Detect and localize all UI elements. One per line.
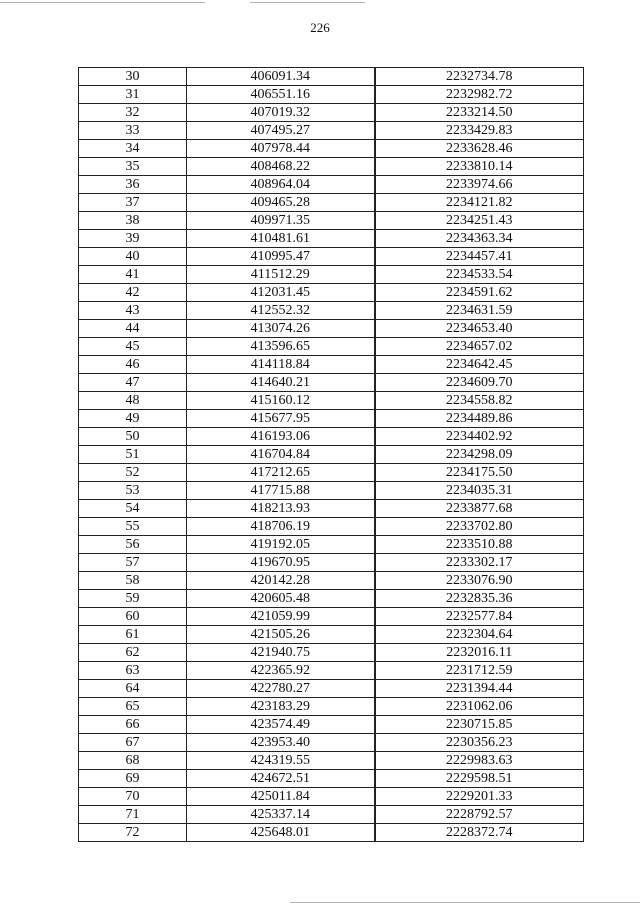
- point-number-cell: 52: [79, 464, 187, 482]
- table-row: [79, 410, 584, 428]
- y-coordinate-cell: 2232577.84: [375, 608, 584, 626]
- x-coordinate-cell: 413074.26: [187, 320, 375, 338]
- table-row: [79, 608, 584, 626]
- x-coordinate-cell: 423183.29: [187, 698, 375, 716]
- point-number-cell: 43: [79, 302, 187, 320]
- y-coordinate-cell: 2234533.54: [375, 266, 584, 284]
- page-number: 226: [310, 20, 330, 35]
- table-row: [79, 248, 584, 266]
- table-row: [79, 788, 584, 806]
- table-row: [79, 572, 584, 590]
- table-row: [79, 536, 584, 554]
- x-coordinate-cell: 425337.14: [187, 806, 375, 824]
- coordinates-table: [78, 67, 584, 842]
- y-coordinate-cell: 2231062.06: [375, 698, 584, 716]
- table-row: [79, 284, 584, 302]
- x-coordinate-cell: 412552.32: [187, 302, 375, 320]
- table-row: [79, 554, 584, 572]
- table-row: [79, 806, 584, 824]
- x-coordinate-cell: 415677.95: [187, 410, 375, 428]
- table-row: [79, 194, 584, 212]
- x-coordinate-cell: 408964.04: [187, 176, 375, 194]
- x-coordinate-cell: 424319.55: [187, 752, 375, 770]
- x-coordinate-cell: 406091.34: [187, 68, 375, 86]
- point-number-cell: 34: [79, 140, 187, 158]
- point-number-cell: 53: [79, 482, 187, 500]
- table-row: [79, 392, 584, 410]
- table-row: [79, 464, 584, 482]
- x-coordinate-cell: 414640.21: [187, 374, 375, 392]
- point-number-cell: 65: [79, 698, 187, 716]
- y-coordinate-cell: 2231712.59: [375, 662, 584, 680]
- scan-edge-top-right: [250, 2, 365, 3]
- x-coordinate-cell: 409465.28: [187, 194, 375, 212]
- table-row: [79, 734, 584, 752]
- x-coordinate-cell: 416193.06: [187, 428, 375, 446]
- x-coordinate-cell: 421059.99: [187, 608, 375, 626]
- table-row: [79, 662, 584, 680]
- table-row: [79, 158, 584, 176]
- y-coordinate-cell: 2233702.80: [375, 518, 584, 536]
- point-number-cell: 47: [79, 374, 187, 392]
- x-coordinate-cell: 407495.27: [187, 122, 375, 140]
- y-coordinate-cell: 2231394.44: [375, 680, 584, 698]
- x-coordinate-cell: 411512.29: [187, 266, 375, 284]
- point-number-cell: 70: [79, 788, 187, 806]
- y-coordinate-cell: 2234631.59: [375, 302, 584, 320]
- x-coordinate-cell: 422780.27: [187, 680, 375, 698]
- table-row: [79, 752, 584, 770]
- x-coordinate-cell: 419670.95: [187, 554, 375, 572]
- y-coordinate-cell: 2232304.64: [375, 626, 584, 644]
- point-number-cell: 59: [79, 590, 187, 608]
- y-coordinate-cell: 2234591.62: [375, 284, 584, 302]
- point-number-cell: 42: [79, 284, 187, 302]
- x-coordinate-cell: 417212.65: [187, 464, 375, 482]
- x-coordinate-cell: 409971.35: [187, 212, 375, 230]
- x-coordinate-cell: 413596.65: [187, 338, 375, 356]
- point-number-cell: 61: [79, 626, 187, 644]
- y-coordinate-cell: 2234402.92: [375, 428, 584, 446]
- table-row: [79, 770, 584, 788]
- y-coordinate-cell: 2230356.23: [375, 734, 584, 752]
- y-coordinate-cell: 2234363.34: [375, 230, 584, 248]
- y-coordinate-cell: 2233429.83: [375, 122, 584, 140]
- table-row: [79, 356, 584, 374]
- y-coordinate-cell: 2230715.85: [375, 716, 584, 734]
- point-number-cell: 49: [79, 410, 187, 428]
- x-coordinate-cell: 420605.48: [187, 590, 375, 608]
- y-coordinate-cell: 2234609.70: [375, 374, 584, 392]
- point-number-cell: 31: [79, 86, 187, 104]
- y-coordinate-cell: 2232982.72: [375, 86, 584, 104]
- y-coordinate-cell: 2233214.50: [375, 104, 584, 122]
- x-coordinate-cell: 425648.01: [187, 824, 375, 842]
- y-coordinate-cell: 2234175.50: [375, 464, 584, 482]
- x-coordinate-cell: 423574.49: [187, 716, 375, 734]
- point-number-cell: 54: [79, 500, 187, 518]
- point-number-cell: 40: [79, 248, 187, 266]
- table-row: [79, 302, 584, 320]
- point-number-cell: 66: [79, 716, 187, 734]
- table-row: [79, 428, 584, 446]
- point-number-cell: 46: [79, 356, 187, 374]
- table-row: [79, 104, 584, 122]
- x-coordinate-cell: 416704.84: [187, 446, 375, 464]
- point-number-cell: 60: [79, 608, 187, 626]
- y-coordinate-cell: 2229983.63: [375, 752, 584, 770]
- x-coordinate-cell: 419192.05: [187, 536, 375, 554]
- table-row: [79, 590, 584, 608]
- x-coordinate-cell: 410481.61: [187, 230, 375, 248]
- y-coordinate-cell: 2233810.14: [375, 158, 584, 176]
- y-coordinate-cell: 2234642.45: [375, 356, 584, 374]
- table-row: [79, 212, 584, 230]
- y-coordinate-cell: 2233076.90: [375, 572, 584, 590]
- y-coordinate-cell: 2233877.68: [375, 500, 584, 518]
- point-number-cell: 64: [79, 680, 187, 698]
- scan-edge-top-left: [0, 2, 205, 3]
- point-number-cell: 67: [79, 734, 187, 752]
- point-number-cell: 50: [79, 428, 187, 446]
- y-coordinate-cell: 2228372.74: [375, 824, 584, 842]
- table-row: [79, 122, 584, 140]
- point-number-cell: 62: [79, 644, 187, 662]
- table-row: [79, 716, 584, 734]
- x-coordinate-cell: 412031.45: [187, 284, 375, 302]
- x-coordinate-cell: 408468.22: [187, 158, 375, 176]
- point-number-cell: 63: [79, 662, 187, 680]
- x-coordinate-cell: 425011.84: [187, 788, 375, 806]
- y-coordinate-cell: 2233974.66: [375, 176, 584, 194]
- point-number-cell: 39: [79, 230, 187, 248]
- point-number-cell: 69: [79, 770, 187, 788]
- point-number-cell: 36: [79, 176, 187, 194]
- table-row: [79, 320, 584, 338]
- table-row: [79, 140, 584, 158]
- point-number-cell: 44: [79, 320, 187, 338]
- table-row: [79, 230, 584, 248]
- x-coordinate-cell: 424672.51: [187, 770, 375, 788]
- table-row: [79, 266, 584, 284]
- y-coordinate-cell: 2234298.09: [375, 446, 584, 464]
- point-number-cell: 71: [79, 806, 187, 824]
- point-number-cell: 57: [79, 554, 187, 572]
- point-number-cell: 32: [79, 104, 187, 122]
- table-row: [79, 374, 584, 392]
- y-coordinate-cell: 2234121.82: [375, 194, 584, 212]
- x-coordinate-cell: 420142.28: [187, 572, 375, 590]
- table-row: [79, 68, 584, 86]
- point-number-cell: 58: [79, 572, 187, 590]
- x-coordinate-cell: 406551.16: [187, 86, 375, 104]
- table-row: [79, 680, 584, 698]
- x-coordinate-cell: 423953.40: [187, 734, 375, 752]
- coordinates-table-body: [79, 68, 584, 842]
- point-number-cell: 48: [79, 392, 187, 410]
- x-coordinate-cell: 414118.84: [187, 356, 375, 374]
- table-row: [79, 446, 584, 464]
- point-number-cell: 35: [79, 158, 187, 176]
- y-coordinate-cell: 2232734.78: [375, 68, 584, 86]
- x-coordinate-cell: 417715.88: [187, 482, 375, 500]
- y-coordinate-cell: 2234558.82: [375, 392, 584, 410]
- table-row: [79, 338, 584, 356]
- y-coordinate-cell: 2234035.31: [375, 482, 584, 500]
- x-coordinate-cell: 407019.32: [187, 104, 375, 122]
- point-number-cell: 55: [79, 518, 187, 536]
- point-number-cell: 30: [79, 68, 187, 86]
- y-coordinate-cell: 2234489.86: [375, 410, 584, 428]
- y-coordinate-cell: 2232016.11: [375, 644, 584, 662]
- table-row: [79, 500, 584, 518]
- y-coordinate-cell: 2229598.51: [375, 770, 584, 788]
- table-row: [79, 482, 584, 500]
- table-row: [79, 176, 584, 194]
- y-coordinate-cell: 2234457.41: [375, 248, 584, 266]
- table-row: [79, 644, 584, 662]
- y-coordinate-cell: 2233510.88: [375, 536, 584, 554]
- table-row: [79, 626, 584, 644]
- point-number-cell: 72: [79, 824, 187, 842]
- y-coordinate-cell: 2228792.57: [375, 806, 584, 824]
- table-row: [79, 824, 584, 842]
- point-number-cell: 37: [79, 194, 187, 212]
- point-number-cell: 33: [79, 122, 187, 140]
- x-coordinate-cell: 407978.44: [187, 140, 375, 158]
- y-coordinate-cell: 2234653.40: [375, 320, 584, 338]
- table-row: [79, 86, 584, 104]
- y-coordinate-cell: 2234251.43: [375, 212, 584, 230]
- table-row: [79, 698, 584, 716]
- y-coordinate-cell: 2233302.17: [375, 554, 584, 572]
- x-coordinate-cell: 421505.26: [187, 626, 375, 644]
- y-coordinate-cell: 2232835.36: [375, 590, 584, 608]
- scan-edge-bottom-right: [290, 902, 640, 903]
- x-coordinate-cell: 415160.12: [187, 392, 375, 410]
- x-coordinate-cell: 410995.47: [187, 248, 375, 266]
- point-number-cell: 38: [79, 212, 187, 230]
- point-number-cell: 41: [79, 266, 187, 284]
- point-number-cell: 51: [79, 446, 187, 464]
- x-coordinate-cell: 418213.93: [187, 500, 375, 518]
- table-row: [79, 518, 584, 536]
- y-coordinate-cell: 2229201.33: [375, 788, 584, 806]
- point-number-cell: 56: [79, 536, 187, 554]
- point-number-cell: 68: [79, 752, 187, 770]
- point-number-cell: 45: [79, 338, 187, 356]
- y-coordinate-cell: 2234657.02: [375, 338, 584, 356]
- x-coordinate-cell: 421940.75: [187, 644, 375, 662]
- y-coordinate-cell: 2233628.46: [375, 140, 584, 158]
- x-coordinate-cell: 422365.92: [187, 662, 375, 680]
- x-coordinate-cell: 418706.19: [187, 518, 375, 536]
